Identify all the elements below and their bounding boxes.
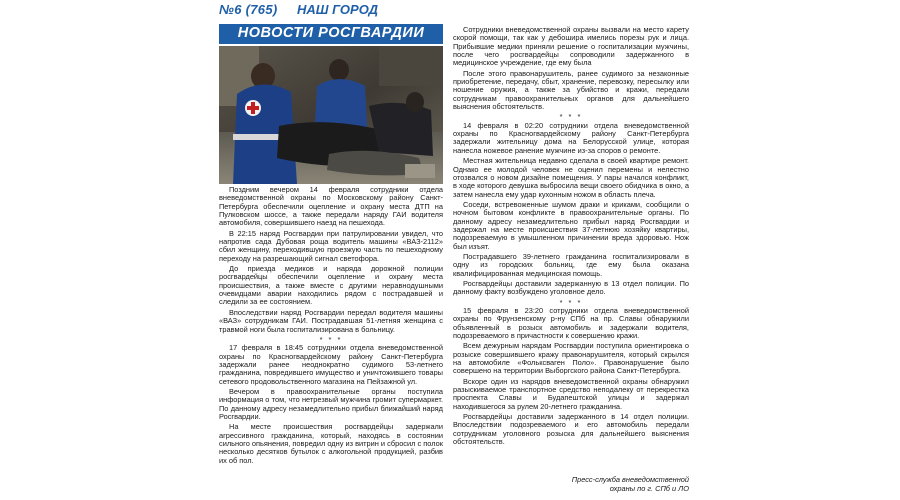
- paragraph: Соседи, встревоженные шумом драки и криками, сообщили о ночном бытовом конфликте в правоохранительные органы. По данному адресу незамедлительно прибыл наряд Росгвардии и задержал на месте происшествия 37-летнюю хозяйку квартиры, подозреваемую в умышленном причинении вреда здоровью. Нож был изъят.: [453, 199, 689, 251]
- paragraph: Сотрудники вневедомственной охраны вызвали на место карету скорой помощи, так как у дебошира имелись порезы рук и лица. Прибывшие медики приняли решение о госпитализации мужчины, после чего росгвардейцы сопроводили задержанного в медицинское учреждение, где ему была: [453, 25, 689, 68]
- paragraph: 15 февраля в 23:20 сотрудники отдела вневедомственной охраны по Фрунзенскому р-ну СПб на пр. Славы обнаружили объявленный в розыск автомобиль и задержали водителя, подозреваемого в причастности к совершению кражи.: [453, 306, 689, 341]
- paragraph: Вскоре один из нарядов вневедомственной охраны обнаружил разыскиваемое транспортное средство неподалеку от перекрестка проспекта Славы и Будапештской улицы и задержал находившегося за рулем 20-летнего гражданина.: [453, 376, 689, 411]
- newspaper-page: [215, 0, 693, 500]
- paragraph: Вечером в правоохранительные органы поступила информация о том, что нетрезвый мужчина громит супермаркет. По данному адресу незамедлительно прибыл ближайший наряд Росгвардии.: [219, 386, 443, 421]
- paragraph: Всем дежурным нарядам Росгвардии поступила ориентировка о розыске совершившего кражу правонарушителя, который скрылся на автомобиле «Фольксваген Поло». Правонарушение было совершено на территории Выборгского района Санкт-Петербурга.: [453, 341, 689, 376]
- paragraph: После этого правонарушитель, ранее судимого за незаконные приобретение, передачу, сбыт, хранение, перевозку, пересылку или ношение оружия, а также за убийство и кражи, передали сотрудникам правоохранительных органов для дальнейшего выяснения обстоятельств.: [453, 68, 689, 112]
- left-column: [219, 186, 443, 467]
- paragraph: 17 февраля в 18:45 сотрудники отдела вневедомственной охраны по Красногвардейскому району Санкт-Петербурга задержали ранее неоднократно судимого 53-летнего гражданина, повредившего имущество и уничтожившего товары сетевого продовольственного магазина на Пейзажной ул.: [219, 343, 443, 386]
- right-column: [453, 26, 689, 449]
- paragraph: Росгвардейцы доставили задержанного в 14 отдел полиции. Впоследствии подозреваемого и его автомобиль передали сотрудникам уголовного розыска для дальнейшего выяснения обстоятельств.: [453, 412, 689, 447]
- separator: * * *: [559, 297, 583, 307]
- paragraph: Пострадавшего 39-летнего гражданина госпитализировали в одну из городских больниц, где ему была оказана квалифицированная медицинская помощь.: [453, 251, 689, 278]
- issue-number: №6 (765): [219, 2, 278, 17]
- section-heading-text: НОВОСТИ РОСГВАРДИИ: [237, 25, 425, 41]
- separator: * * *: [559, 112, 583, 122]
- paragraph: Впоследствии наряд Росгвардии передал водителя машины «ВАЗ» сотрудникам ГАИ. Пострадавшая 51-летняя женщина с травмой ноги была госпитализирована в больницу.: [219, 307, 443, 334]
- paragraph: На месте происшествия росгвардейцы задержали агрессивного гражданина, который, находясь в состоянии сильного опьянения, повредил одну из витрин и сбросил с полок несколько десятков бутылок с алкогольной продукцией, разбив их об пол.: [219, 422, 443, 465]
- separator: * * *: [319, 334, 343, 344]
- paragraph: Местная жительница недавно сделала в своей квартире ремонт. Однако ее молодой человек не оценил перемены и нелестно отозвался о новом дизайне помещения. У пары начался конфликт, в ходе которого девушка выбросила вещи своего обидчика в окно, а затем нанесла ему удар кухонным ножом в область плеча.: [453, 156, 689, 199]
- news-photo: [219, 46, 443, 184]
- page-header: [215, 0, 693, 20]
- section-heading: [219, 24, 443, 44]
- accident-scene-image: [219, 46, 443, 184]
- newspaper-title: НАШ ГОРОД: [297, 2, 379, 17]
- paragraph: До приезда медиков и наряда дорожной полиции росгвардейцы обеспечили оцепление и охрану места происшествия, а также вместе с другими неравнодушными очевидцами аварии находились рядом с пострадавшей и следили за ее состоянием.: [219, 264, 443, 307]
- paragraph: Поздним вечером 14 февраля сотрудники отдела вневедомственной охраны по Московскому району Санкт-Петербурга обеспечили оцепление и охрану места ДТП на Пулковском шоссе, а также передали наряду ГАИ водителя автомобиля, совершившего наезд на пешехода.: [219, 185, 443, 228]
- paragraph: Росгвардейцы доставили задержанную в 13 отдел полиции. По данному факту возбуждено уголовное дело.: [453, 278, 689, 297]
- paragraph: В 22:15 наряд Росгвардии при патрулировании увидел, что напротив сада Дубовая роща водитель машины «ВАЗ-2112» сбил женщину, переходившую проезжую часть по пешеходному переходу на разрешающий сигнал светофора.: [219, 228, 443, 263]
- signature-line: Пресс-служба вневедомственной: [571, 475, 689, 484]
- press-service-signature: [453, 476, 689, 493]
- paragraph: 14 февраля в 02:20 сотрудники отдела вневедомственной охраны по Красногвардейскому району Санкт-Петербурга задержали жительницу дома на Белорусской улице, которая нанесла ножевое ранение мужчине из-за споров о ремонте.: [453, 120, 689, 155]
- signature-line: охраны по г. СПб и ЛО: [609, 483, 689, 493]
